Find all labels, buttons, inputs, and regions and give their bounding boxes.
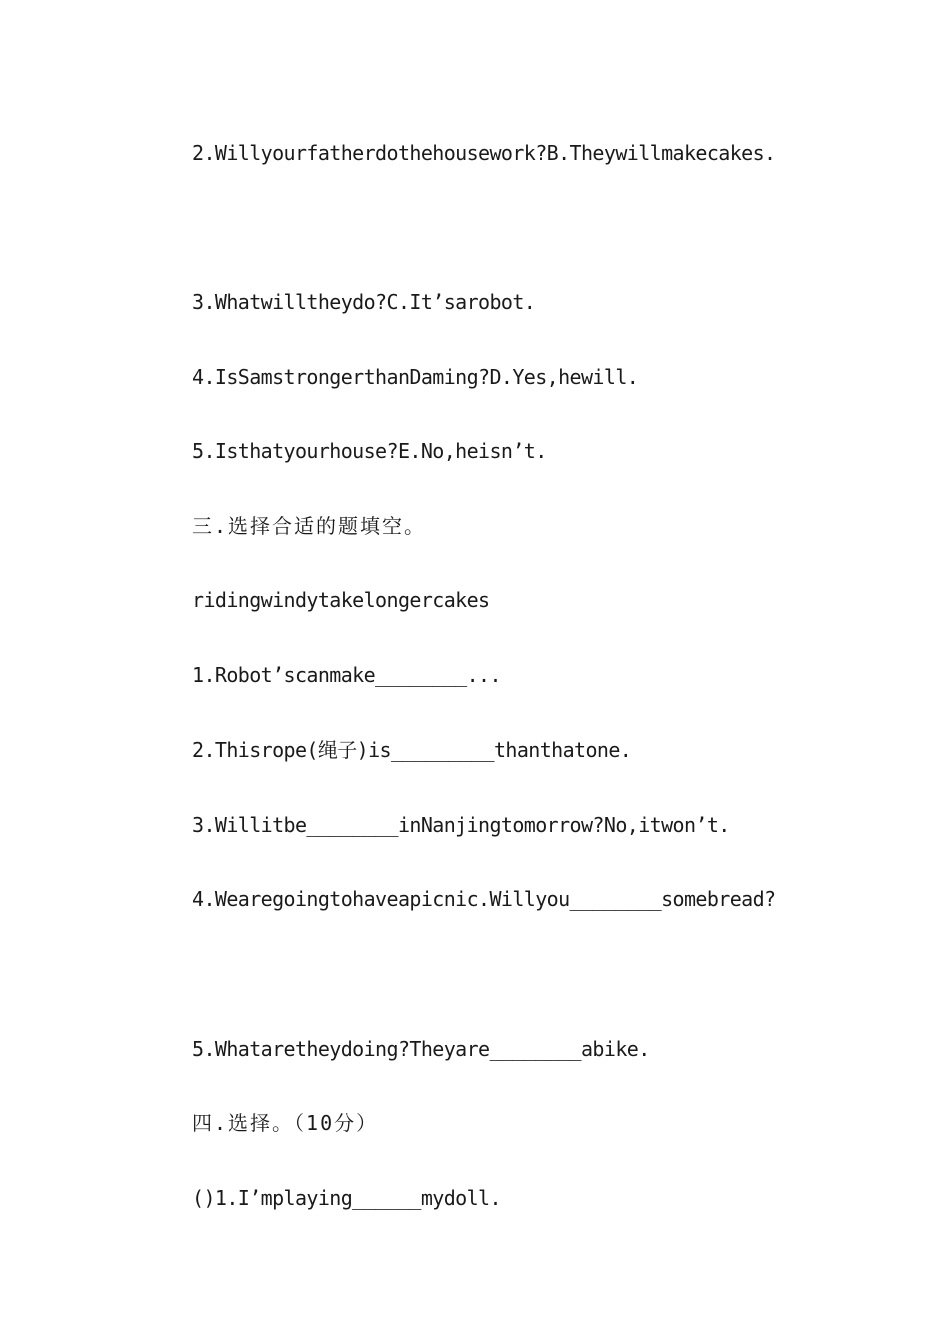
- fill-item-1: 1.Robot’scanmake________...: [192, 663, 501, 687]
- section-4-heading: 四.选择。（10分）: [192, 1111, 379, 1135]
- matching-item-3: 3.Whatwilltheydo?C.It’sarobot.: [192, 290, 536, 314]
- fill-item-3: 3.Willitbe________inNanjingtomorrow?No,itwon’t.: [192, 813, 730, 837]
- choice-item-1: ()1.I’mplaying______mydoll.: [192, 1186, 501, 1210]
- matching-item-2: 2.Willyourfatherdothehousework?B.Theywillmakecakes.: [192, 141, 776, 165]
- word-bank: ridingwindytakelongercakes: [192, 588, 490, 612]
- matching-item-4: 4.IsSamstrongerthanDaming?D.Yes,hewill.: [192, 365, 639, 389]
- fill-item-2: 2.Thisrope(绳子)is_________thanthatone.: [192, 738, 632, 762]
- fill-item-5: 5.Whataretheydoing?Theyare________abike.: [192, 1037, 650, 1061]
- matching-item-5: 5.Isthatyourhouse?E.No,heisn’t.: [192, 439, 547, 463]
- section-3-heading: 三.选择合适的题填空。: [192, 514, 427, 538]
- fill-item-4: 4.Wearegoingtohaveapicnic.Willyou________somebread?: [192, 887, 776, 911]
